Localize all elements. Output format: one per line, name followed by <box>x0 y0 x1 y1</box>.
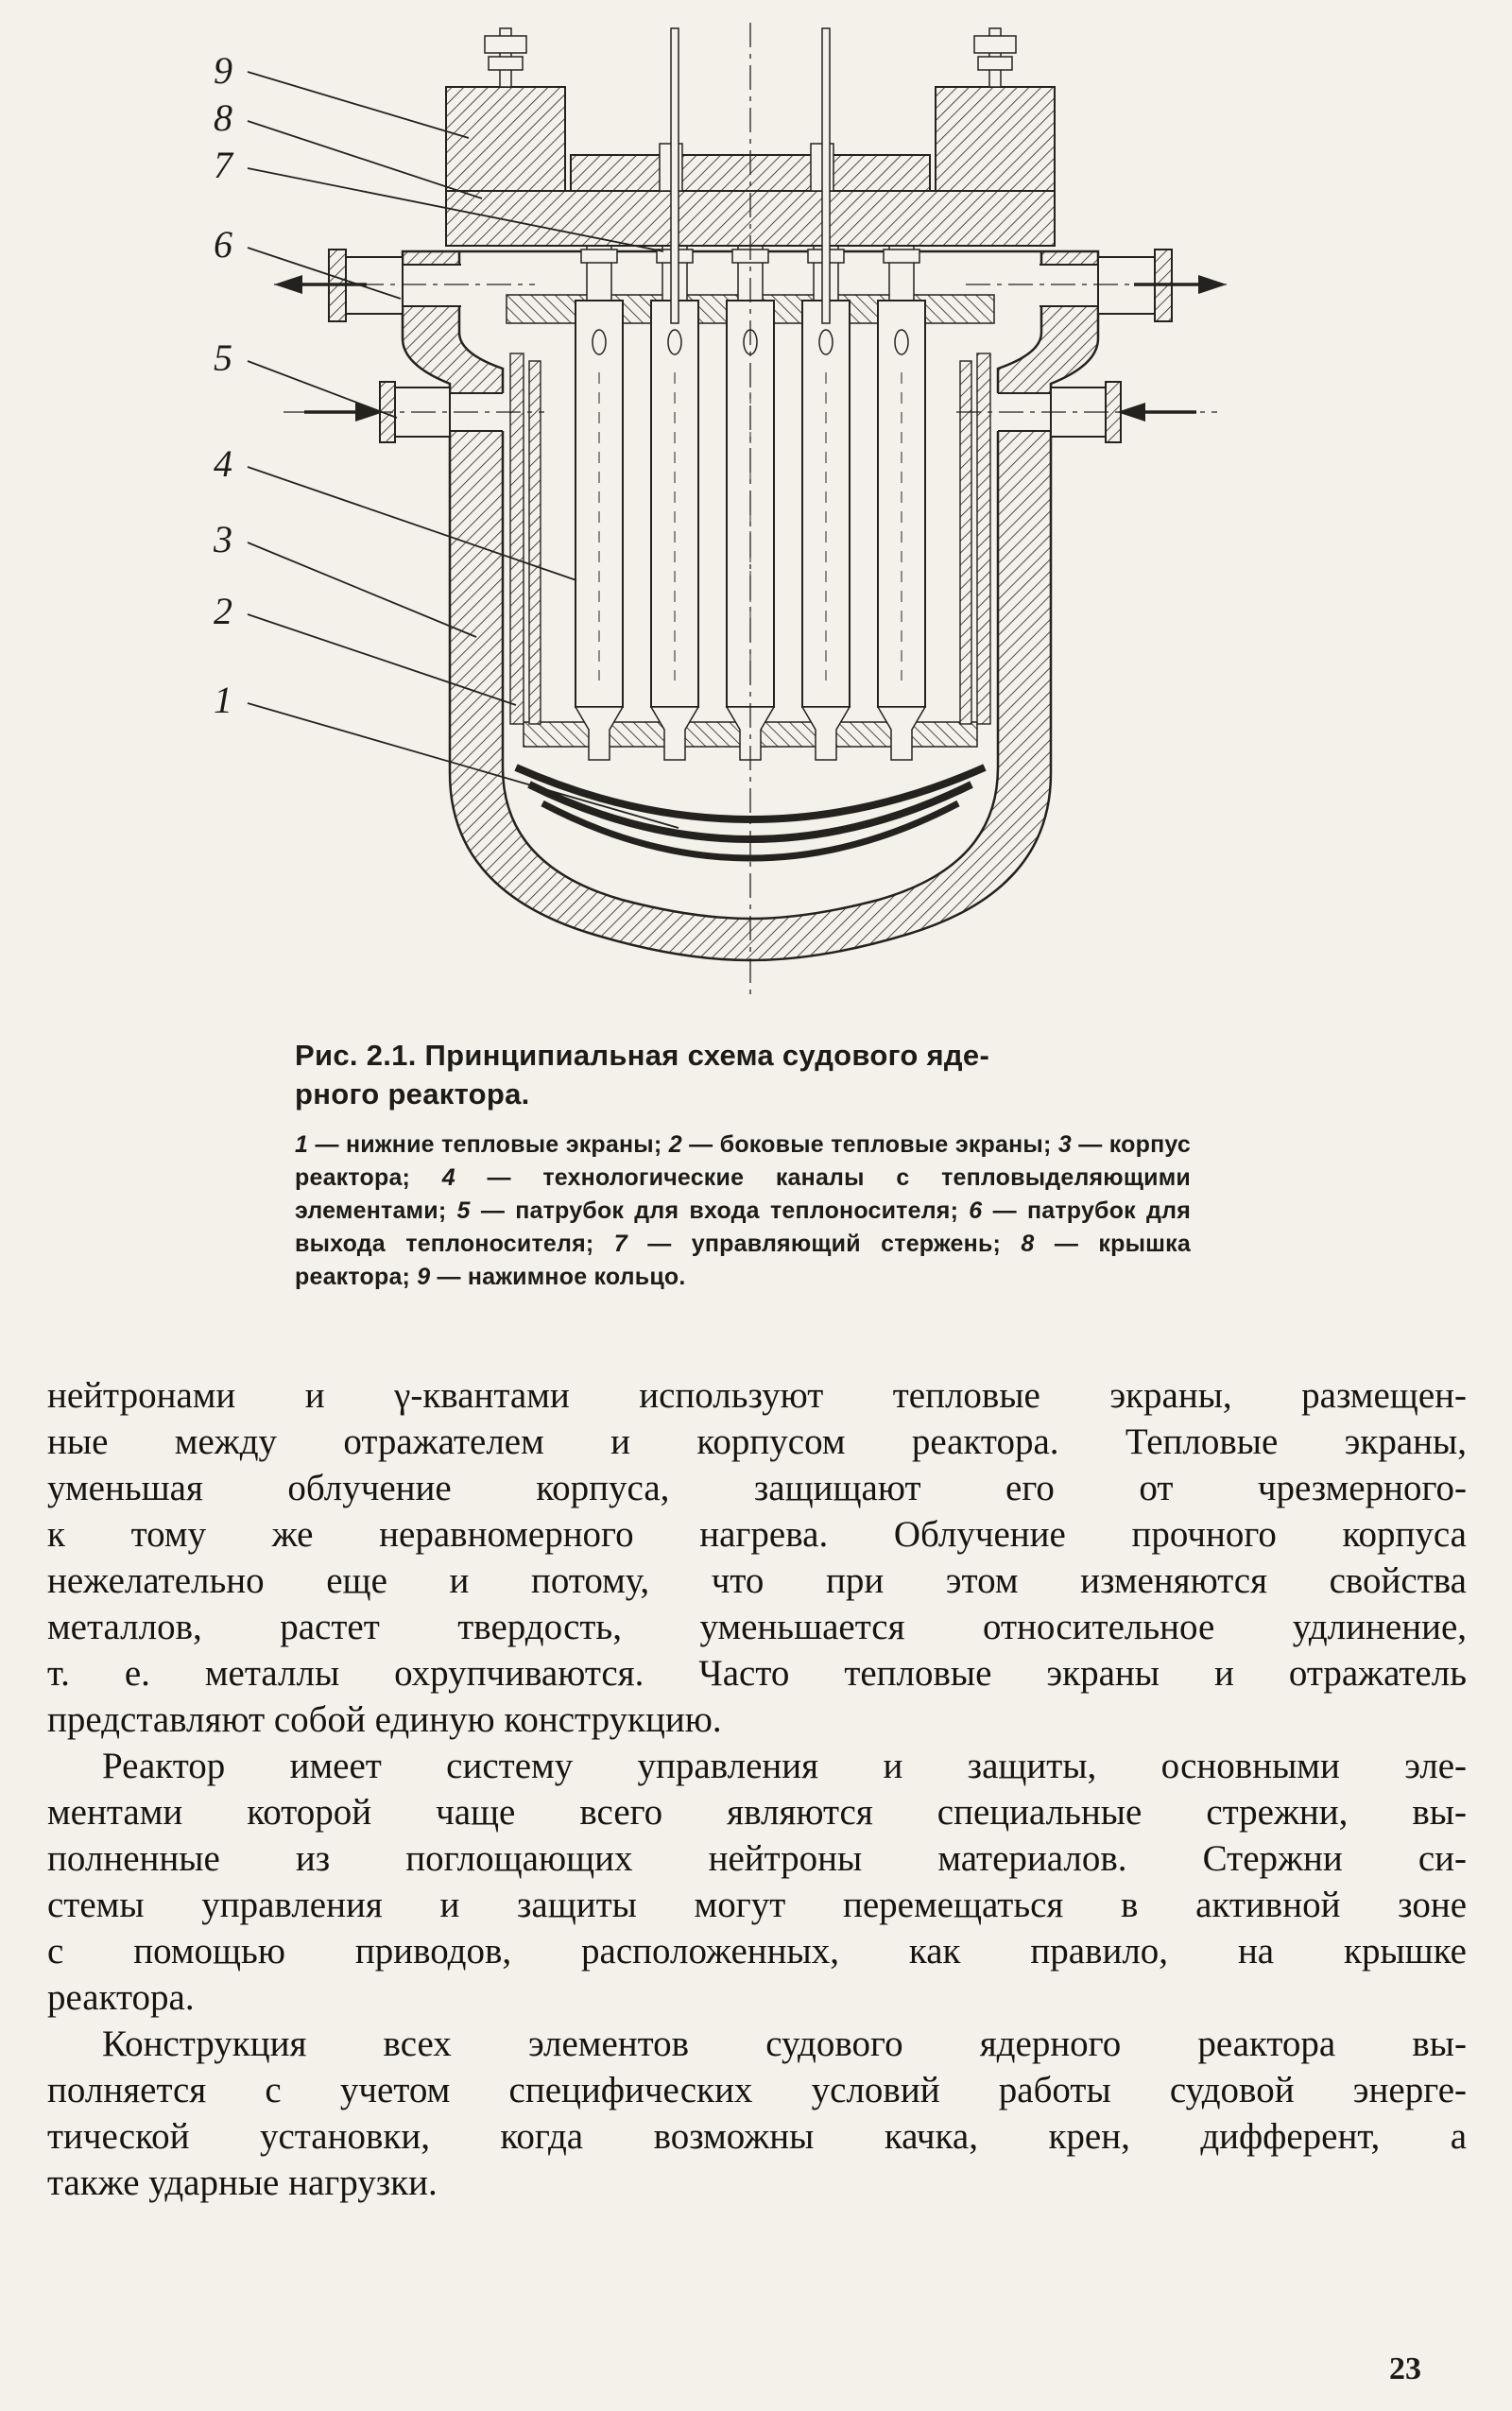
cover-stud-bolt-left <box>485 28 526 87</box>
pressure-ring-right <box>936 87 1055 191</box>
caption-line-1: Рис. 2.1. Принципиальная схема судового яде- <box>295 1039 990 1072</box>
legend-item: 2 — боковые тепловые экраны; <box>668 1131 1058 1158</box>
body-text <box>47 1372 1467 2206</box>
body-line: полняется с учетом специфических условий работы судовой энерге- <box>47 2070 1467 2110</box>
body-line: ментами которой чаще всего являются специальные стрежни, вы- <box>47 1792 1467 1833</box>
legend-item: 7 — управляющий стержень; <box>613 1231 1022 1257</box>
figure-callout-7: 7 <box>214 144 232 186</box>
figure-callout-6: 6 <box>214 223 232 266</box>
legend-item: 4 — технологические каналы с тепловыделяющими элементами; <box>295 1164 1191 1224</box>
body-line: ные между отражателем и корпусом реактора. Тепловые экраны, <box>47 1421 1467 1462</box>
reactor-diagram <box>164 13 1336 1006</box>
legend-item: 3 — корпус реактора; <box>295 1131 1192 1191</box>
figure-legend <box>295 1128 1191 1294</box>
legend-item: 9 — нажимное кольцо. <box>417 1264 686 1290</box>
body-line: также ударные нагрузки. <box>47 2162 438 2203</box>
legend-item: 6 — патрубок для выхода теплоносителя; <box>295 1197 1191 1257</box>
body-line: уменьшая облучение корпуса, защищают его от чрезмерного- <box>47 1468 1467 1508</box>
body-line: стемы управления и защиты могут перемещаться в активной зоне <box>47 1885 1467 1925</box>
body-line: нейтронами и γ-квантами используют тепловые экраны, размещен- <box>47 1375 1467 1416</box>
body-line: Реактор имеет систему управления и защиты, основными эле- <box>102 1746 1467 1786</box>
figure-callout-9: 9 <box>214 49 232 92</box>
callout-numbers <box>213 49 234 721</box>
body-line: с помощью приводов, расположенных, как правило, на крышке <box>47 1931 1467 1972</box>
figure-caption <box>295 1036 1202 1113</box>
caption-line-2: рного реактора. <box>295 1077 530 1111</box>
body-line: к тому же неравномерного нагрева. Облучение прочного корпуса <box>47 1514 1467 1555</box>
figure-callout-2: 2 <box>214 590 232 632</box>
body-line: Конструкция всех элементов судового ядерного реактора вы- <box>102 2024 1467 2064</box>
page-number: 23 <box>1389 2351 1421 2386</box>
figure-callout-5: 5 <box>214 336 232 379</box>
inlet-arrow-left <box>304 403 384 422</box>
body-line: тической установки, когда возможны качка, крен, дифферент, а <box>47 2116 1467 2157</box>
figure-callout-8: 8 <box>214 96 232 139</box>
body-line: металлов, растет твердость, уменьшается относительное удлинение, <box>47 1607 1467 1647</box>
body-line: нежелательно еще и потому, что при этом изменяются свойства <box>47 1560 1467 1601</box>
legend-item: 5 — патрубок для входа теплоносителя; <box>456 1197 970 1224</box>
body-line: т. е. металлы охрупчиваются. Часто тепловые экраны и отражатель <box>47 1653 1467 1694</box>
legend-item: 1 — нижние тепловые экраны; <box>295 1131 669 1158</box>
fuel-channel <box>878 240 925 760</box>
figure-callout-1: 1 <box>214 679 232 721</box>
inlet-arrow-right <box>1117 403 1196 422</box>
body-paragraph <box>47 2021 1467 2206</box>
cover-stud-bolt-right <box>974 28 1016 87</box>
body-line: реактора. <box>47 1977 195 2018</box>
fuel-channel <box>576 240 623 760</box>
body-paragraph <box>47 1743 1467 2021</box>
pressure-ring-left <box>446 87 565 191</box>
figure-callout-4: 4 <box>214 442 232 485</box>
body-line: представляют собой единую конструкцию. <box>47 1699 722 1740</box>
figure-callout-3: 3 <box>214 518 232 560</box>
body-paragraph <box>47 1372 1467 1743</box>
legend-item: 8 — крышка реактора; <box>295 1231 1191 1290</box>
body-line: полненные из поглощающих нейтроны материалов. Стержни си- <box>47 1838 1467 1879</box>
